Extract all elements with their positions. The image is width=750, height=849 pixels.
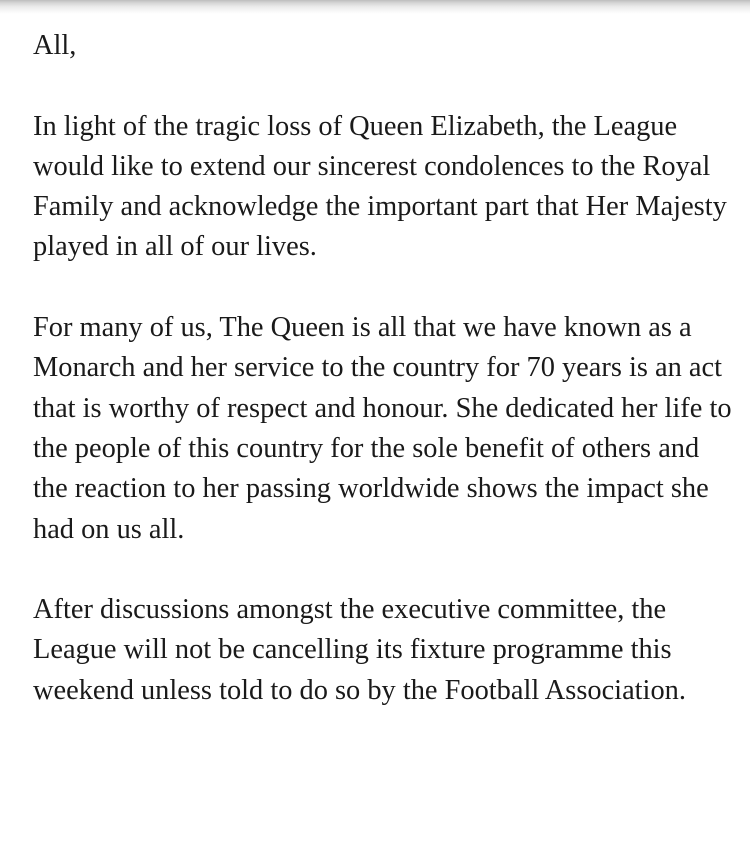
paragraph-fixtures: After discussions amongst the executive committee, the League will not be cancelling its fixture programme this weekend unless told to do so by the Football Association. (33, 594, 686, 706)
letter-body (33, 26, 733, 711)
top-edge-shadow (0, 0, 750, 14)
paragraph-tribute: For many of us, The Queen is all that we have known as a Monarch and her service to the country for 70 years is an act that is worthy of respect and honour. She dedicated her life to the people of this country for the sole benefit of others and the reaction to her passing worldwide shows the impact she had on us all. (33, 312, 732, 545)
salutation: All, (33, 30, 77, 61)
paragraph-condolences: In light of the tragic loss of Queen Elizabeth, the League would like to extend our sincerest condolences to the Royal Family and acknowledge the important part that Her Majesty played in all of our lives. (33, 110, 727, 263)
